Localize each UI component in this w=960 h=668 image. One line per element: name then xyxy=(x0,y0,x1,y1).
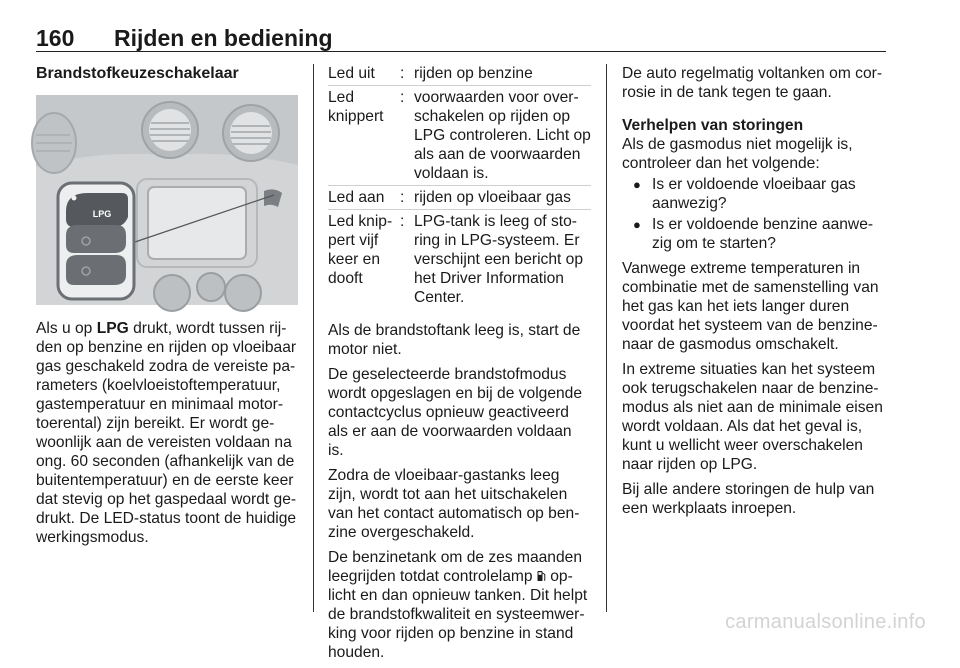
table-row xyxy=(328,212,591,309)
led-status-table xyxy=(328,64,591,309)
bullet-icon: ● xyxy=(633,217,641,232)
infotainment-display xyxy=(148,187,246,259)
petrol-tank-paragraph xyxy=(328,548,591,662)
fault-checklist xyxy=(622,175,886,253)
list-item-text: Is er voldoende vloeibaar gas aanwezig? xyxy=(652,176,856,212)
led-term: Led aan xyxy=(328,189,385,206)
intro-lead: Als u op xyxy=(36,320,97,337)
column-divider-1 xyxy=(313,64,314,612)
column-3 xyxy=(622,64,886,524)
lpg-term: LPG xyxy=(96,320,129,337)
list-item xyxy=(622,215,886,253)
chapter-title: Rijden en bediening xyxy=(114,25,333,51)
page-header xyxy=(36,26,886,52)
bullet-icon: ● xyxy=(633,177,641,192)
separator: : xyxy=(400,65,405,82)
table-row xyxy=(328,64,591,86)
corrosion-paragraph: De auto regelmatig voltanken om corrosie in de tank tegen te gaan. xyxy=(622,65,883,101)
led-term: Led uit xyxy=(328,65,375,82)
led-definition: rijden op benzine xyxy=(414,65,533,82)
section-title: Brandstofkeuzeschakelaar xyxy=(36,65,239,82)
column-1 xyxy=(36,64,298,553)
page-number: 160 xyxy=(36,25,75,51)
petrol-tank-text-a: De benzinetank om de zes maanden leegrijden totdat controlelamp xyxy=(328,549,582,585)
dashboard-illustration xyxy=(36,95,298,305)
separator: : xyxy=(400,89,405,106)
intro-rest: drukt, wordt tussen rijden op benzine en rijden op vloeibaar gas geschakeld zodra de vereiste parameters (koelvloeistoftemperatuur, gastemperatuur en minimaal motortoerental) zijn bereikt. Er wordt gewoonlijk aan de vereisten voldaan na ong. 60 seconden (afhankelijk van de buitentemperatuur) en de eerste keer dat stevig op het gaspedaal wordt gedrukt. De LED-status toont de huidige werkingsmodus. xyxy=(36,320,297,546)
table-row xyxy=(328,88,591,186)
list-item xyxy=(622,175,886,213)
left-air-vent xyxy=(142,102,198,158)
empty-tank-paragraph: Als de brandstoftank leeg is, start de motor niet. xyxy=(328,322,581,358)
column-divider-2 xyxy=(606,64,607,612)
temperature-paragraph: Vanwege extreme temperaturen in combinatie met de samenstelling van het gas kan het iets langer duren voordat het systeem van de benzinenaar de gasmodus omschakelt. xyxy=(622,260,879,353)
fuel-mode-memory-paragraph: De geselecteerde brandstofmodus wordt opgeslagen en bij de volgende contactcyclus opnieuw geactiveerd als er aan de voorwaarden voldaan is. xyxy=(328,366,583,459)
list-item-text: Is er voldoende benzine aanwezig om te starten? xyxy=(652,216,874,252)
climate-knobs xyxy=(154,273,261,311)
petrol-tank-text-b: oplicht en dan opnieuw tanken. Dit helpt de brandstofkwaliteit en systeemwerking voor rijden op benzine in stand houden. xyxy=(328,568,588,661)
led-term: Led knippert vijf keer en dooft xyxy=(328,213,393,287)
table-row xyxy=(328,188,591,210)
watermark: carmanualsonline.info xyxy=(725,611,926,633)
separator: : xyxy=(400,213,405,230)
extreme-situations-paragraph: In extreme situaties kan het systeem ook terugschakelen naar de benzinemodus als niet aan de minimale eisen wordt voldaan. Als dat het geval is, kunt u wellicht weer overschakelen naar rijden op LPG. xyxy=(622,361,883,473)
fuel-pump-icon xyxy=(537,570,546,582)
fault-section-title: Verhelpen van storingen xyxy=(622,117,804,134)
lpg-switch-cluster xyxy=(58,183,134,299)
lpg-button-label: LPG xyxy=(92,209,112,219)
separator: : xyxy=(400,189,405,206)
workshop-paragraph: Bij alle andere storingen de hulp van een werkplaats inroepen. xyxy=(622,481,875,517)
led-term: Led knippert xyxy=(328,89,384,125)
intro-paragraph xyxy=(36,319,298,547)
led-definition: rijden op vloeibaar gas xyxy=(414,189,571,206)
led-definition: voorwaarden voor overschakelen op rijden op LPG controleren. Licht op als aan de voorwaarden voldaan is. xyxy=(414,89,591,182)
dashboard-figure xyxy=(36,95,298,305)
fault-intro: Als de gasmodus niet mogelijk is, controleer dan het volgende: xyxy=(622,136,853,172)
side-air-vent xyxy=(32,113,76,173)
column-2 xyxy=(328,64,591,668)
auto-switch-paragraph: Zodra de vloeibaar-gastanks leeg zijn, wordt tot aan het uitschakelen van het contact automatisch op benzine overgeschakeld. xyxy=(328,467,580,541)
led-definition: LPG-tank is leeg of storing in LPG-systeem. Er verschijnt een bericht op het Driver Information Center. xyxy=(414,213,584,306)
right-air-vent xyxy=(223,105,279,161)
